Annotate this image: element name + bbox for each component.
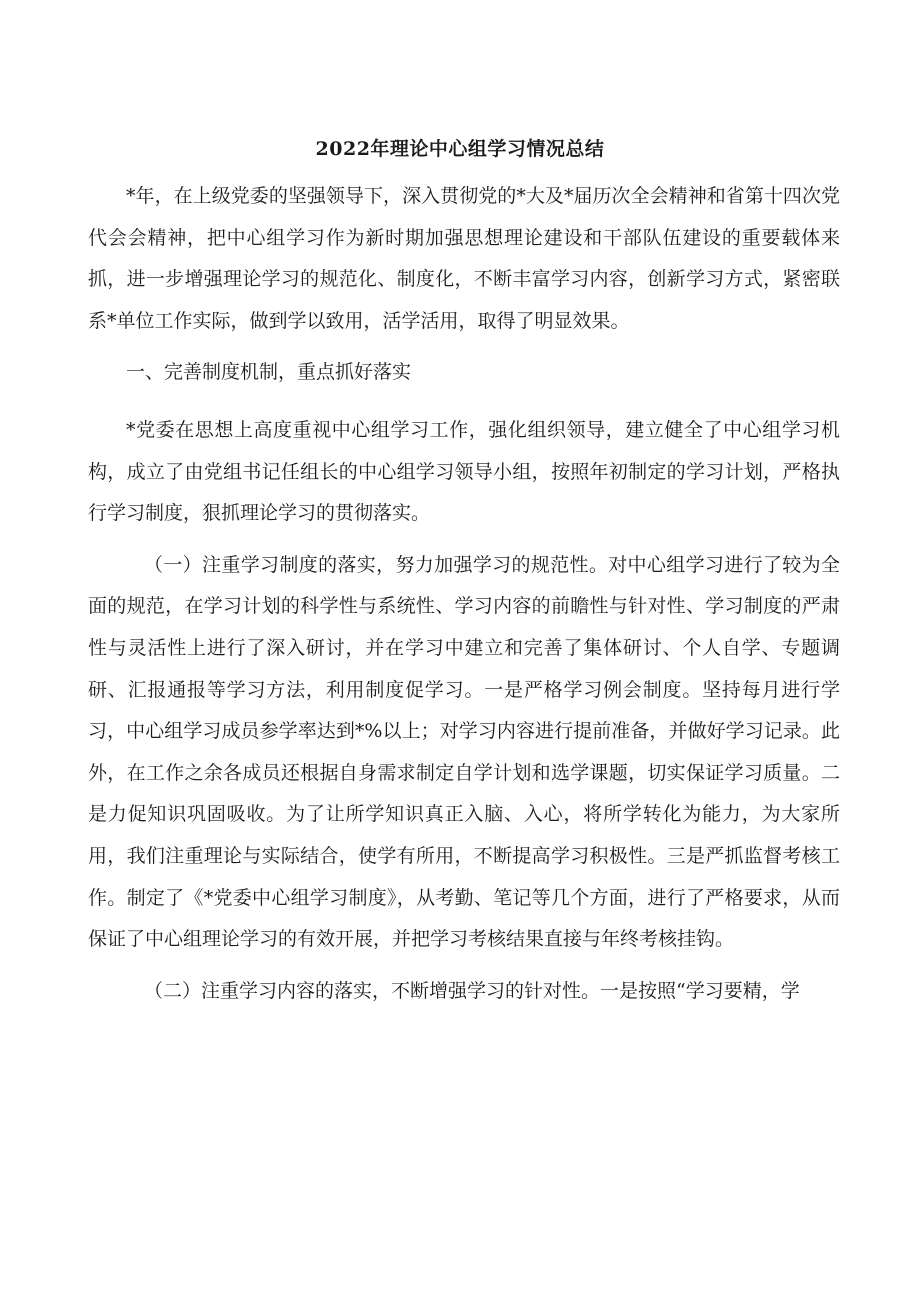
section-heading: 一、完善制度机制，重点抓好落实: [126, 361, 412, 384]
section-paragraph: *党委在思想上高度重视中心组学习工作，强化组织领导，建立健全了中心组学习机构，成立了由党组书记任组长的中心组学习领导小组，按照年初制定的学习计划，严格执行学习制度，狠抓理论学习的贯彻落实。: [88, 418, 840, 525]
document-body: [88, 176, 840, 1022]
intro-paragraph: *年，在上级党委的坚强领导下，深入贯彻党的*大及*届历次全会精神和省第十四次党代会会精神，把中心组学习作为新时期加强思想理论建设和干部队伍建设的重要载体来抓，进一步增强理论学习的规范化、制度化，不断丰富学习内容，创新学习方式，紧密联系*单位工作实际，做到学以致用，活学活用，取得了明显效果。: [88, 185, 840, 332]
subsection-paragraph-2: （二）注重学习内容的落实，不断增强学习的针对性。一是按照“学习要精，学: [144, 979, 800, 1002]
document-title: 2022年理论中心组学习情况总结: [315, 138, 605, 160]
subsection-paragraph-1: （一）注重学习制度的落实，努力加强学习的规范性。对中心组学习进行了较为全面的规范，在学习计划的科学性与系统性、学习内容的前瞻性与针对性、学习制度的严肃性与灵活性上进行了深入研讨，并在学习中建立和完善了集体研讨、个人自学、专题调研、汇报通报等学习方法，利用制度促学习。一是严格学习例会制度。坚持每月进行学习，中心组学习成员参学率达到*%以上；对学习内容进行提前准备，并做好学习记录。此外，在工作之余各成员还根据自身需求制定自学计划和选学课题，切实保证学习质量。二是力促知识巩固吸收。为了让所学知识真正入脑、入心，将所学转化为能力，为大家所用，我们注重理论与实际结合，使学有所用，不断提高学习积极性。三是严抓监督考核工作。制定了《*党委中心组学习制度》，从考勤、笔记等几个方面，进行了严格要求，从而保证了中心组理论学习的有效开展，并把学习考核结果直接与年终考核挂钩。: [88, 553, 840, 951]
